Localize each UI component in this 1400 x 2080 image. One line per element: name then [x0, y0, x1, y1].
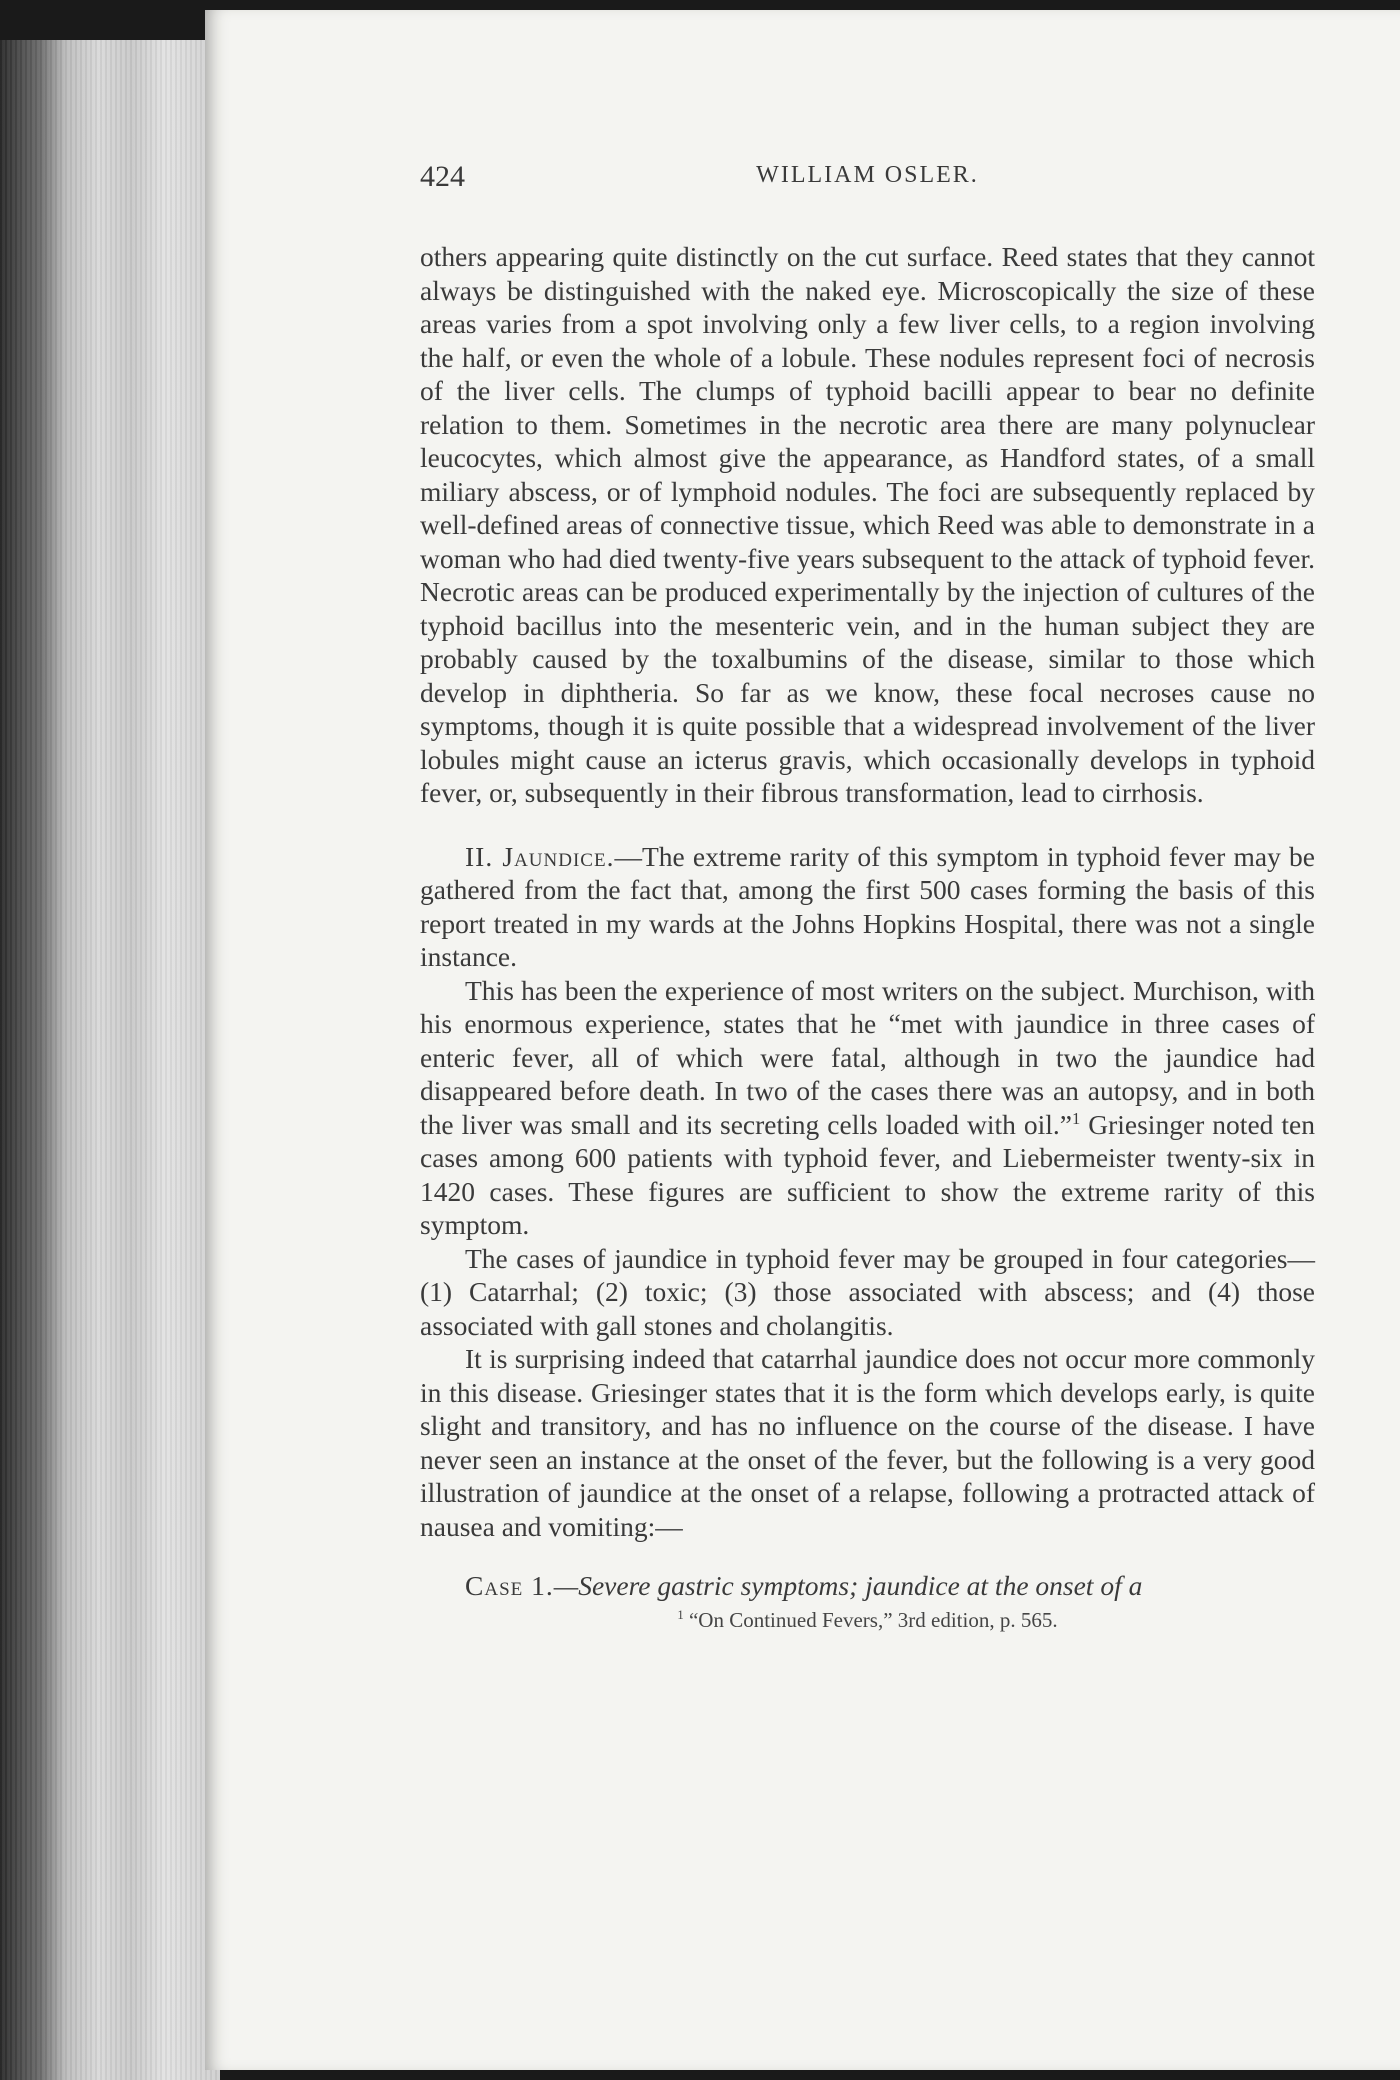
paragraph-writers-experience — [420, 974, 1315, 1242]
paragraph-murchison-quote: This has been the experience of most writers on the subject. Murchison, with his enormous experience, states that he “met with jaundice in three cases of enteric fever, all of which were fatal, although in two the jaundice had disappeared before death. In two of the cases there was an autopsy, and in both the liver was small and its secreting cells loaded with oil.” — [420, 974, 1315, 1140]
footnote-text: “On Continued Fevers,” 3rd edition, p. 565. — [683, 1608, 1058, 1632]
paragraph-griesinger-figures: Griesinger noted ten cases among 600 patients with typhoid fever, and Liebermeister twenty-six in 1420 cases. These figures are sufficient to show the extreme rarity of this symptom. — [420, 1108, 1315, 1240]
paragraph-categories: The cases of jaundice in typhoid fever may be grouped in four categories—(1) Catarrhal; (2) toxic; (3) those associated with abscess; and (4) those associated with gall stones and cholangitis. — [420, 1242, 1315, 1341]
paragraph-liver-necrosis: others appearing quite distinctly on the cut surface. Reed states that they cannot always be distinguished with the naked eye. Microscopically the size of these areas varies from a spot involving only a few liver cells, to a region involving the half, or even the whole of a lobule. These nodules represent foci of necrosis of the liver cells. The clumps of typhoid bacilli appear to bear no definite relation to them. Sometimes in the necrotic area there are many polynuclear leucocytes, which almost give the appearance, as Handford states, of a small miliary abscess, or of lymphoid nodules. The foci are subsequently replaced by well-defined areas of connective tissue, which Reed was able to demonstrate in a woman who had died twenty-five years subsequent to the attack of typhoid fever. Necrotic areas can be produced experimentally by the injection of cultures of the typhoid bacillus into the mesenteric vein, and in the human subject they are probably caused by the toxalbumins of the disease, similar to those which develop in diphtheria. So far as we know, these focal necroses cause no symptoms, though it is quite possible that a widespread involvement of the liver lobules might cause an icterus gravis, which occasionally develops in typhoid fever, or, subsequently in their fibrous transformation, lead to cirrhosis. — [420, 241, 1315, 808]
book-page-edges — [0, 40, 220, 2080]
paragraph-jaundice-intro — [420, 840, 1315, 974]
paragraph-catarrhal: It is surprising indeed that catarrhal jaundice does not occur more commonly in this disease. Griesinger states that it is the form which develops early, is quite slight and transitory, and has no influence on the course of the disease. I have never seen an instance at the onset of the fever, but the following is a very good illustration of jaundice at the onset of a relapse, following a protracted attack of nausea and vomiting:— — [420, 1343, 1315, 1542]
page-header — [420, 160, 1315, 200]
footnote — [420, 1608, 1315, 1633]
paragraph-jaundice-intro-text: —The extreme rarity of this symptom in typhoid fever may be gathered from the fact that, among the first 500 cases forming the basis of this report treated in my wards at the Johns Hopkins Hospital, there was not a single instance. — [420, 840, 1316, 972]
case-label: Case 1. — [465, 1570, 554, 1601]
case-title: —Severe gastric symptoms; jaundice at the onset of a — [553, 1570, 1143, 1601]
footnote-marker: 1 — [677, 1608, 684, 1622]
running-head: WILLIAM OSLER. — [756, 162, 979, 188]
book-page — [205, 10, 1400, 2070]
case-heading — [420, 1569, 1315, 1602]
page-number: 424 — [420, 160, 465, 193]
section-heading-jaundice: II. Jaundice. — [465, 840, 615, 872]
page-text-block — [420, 160, 1315, 1633]
footnote-reference: 1 — [1071, 1108, 1081, 1128]
